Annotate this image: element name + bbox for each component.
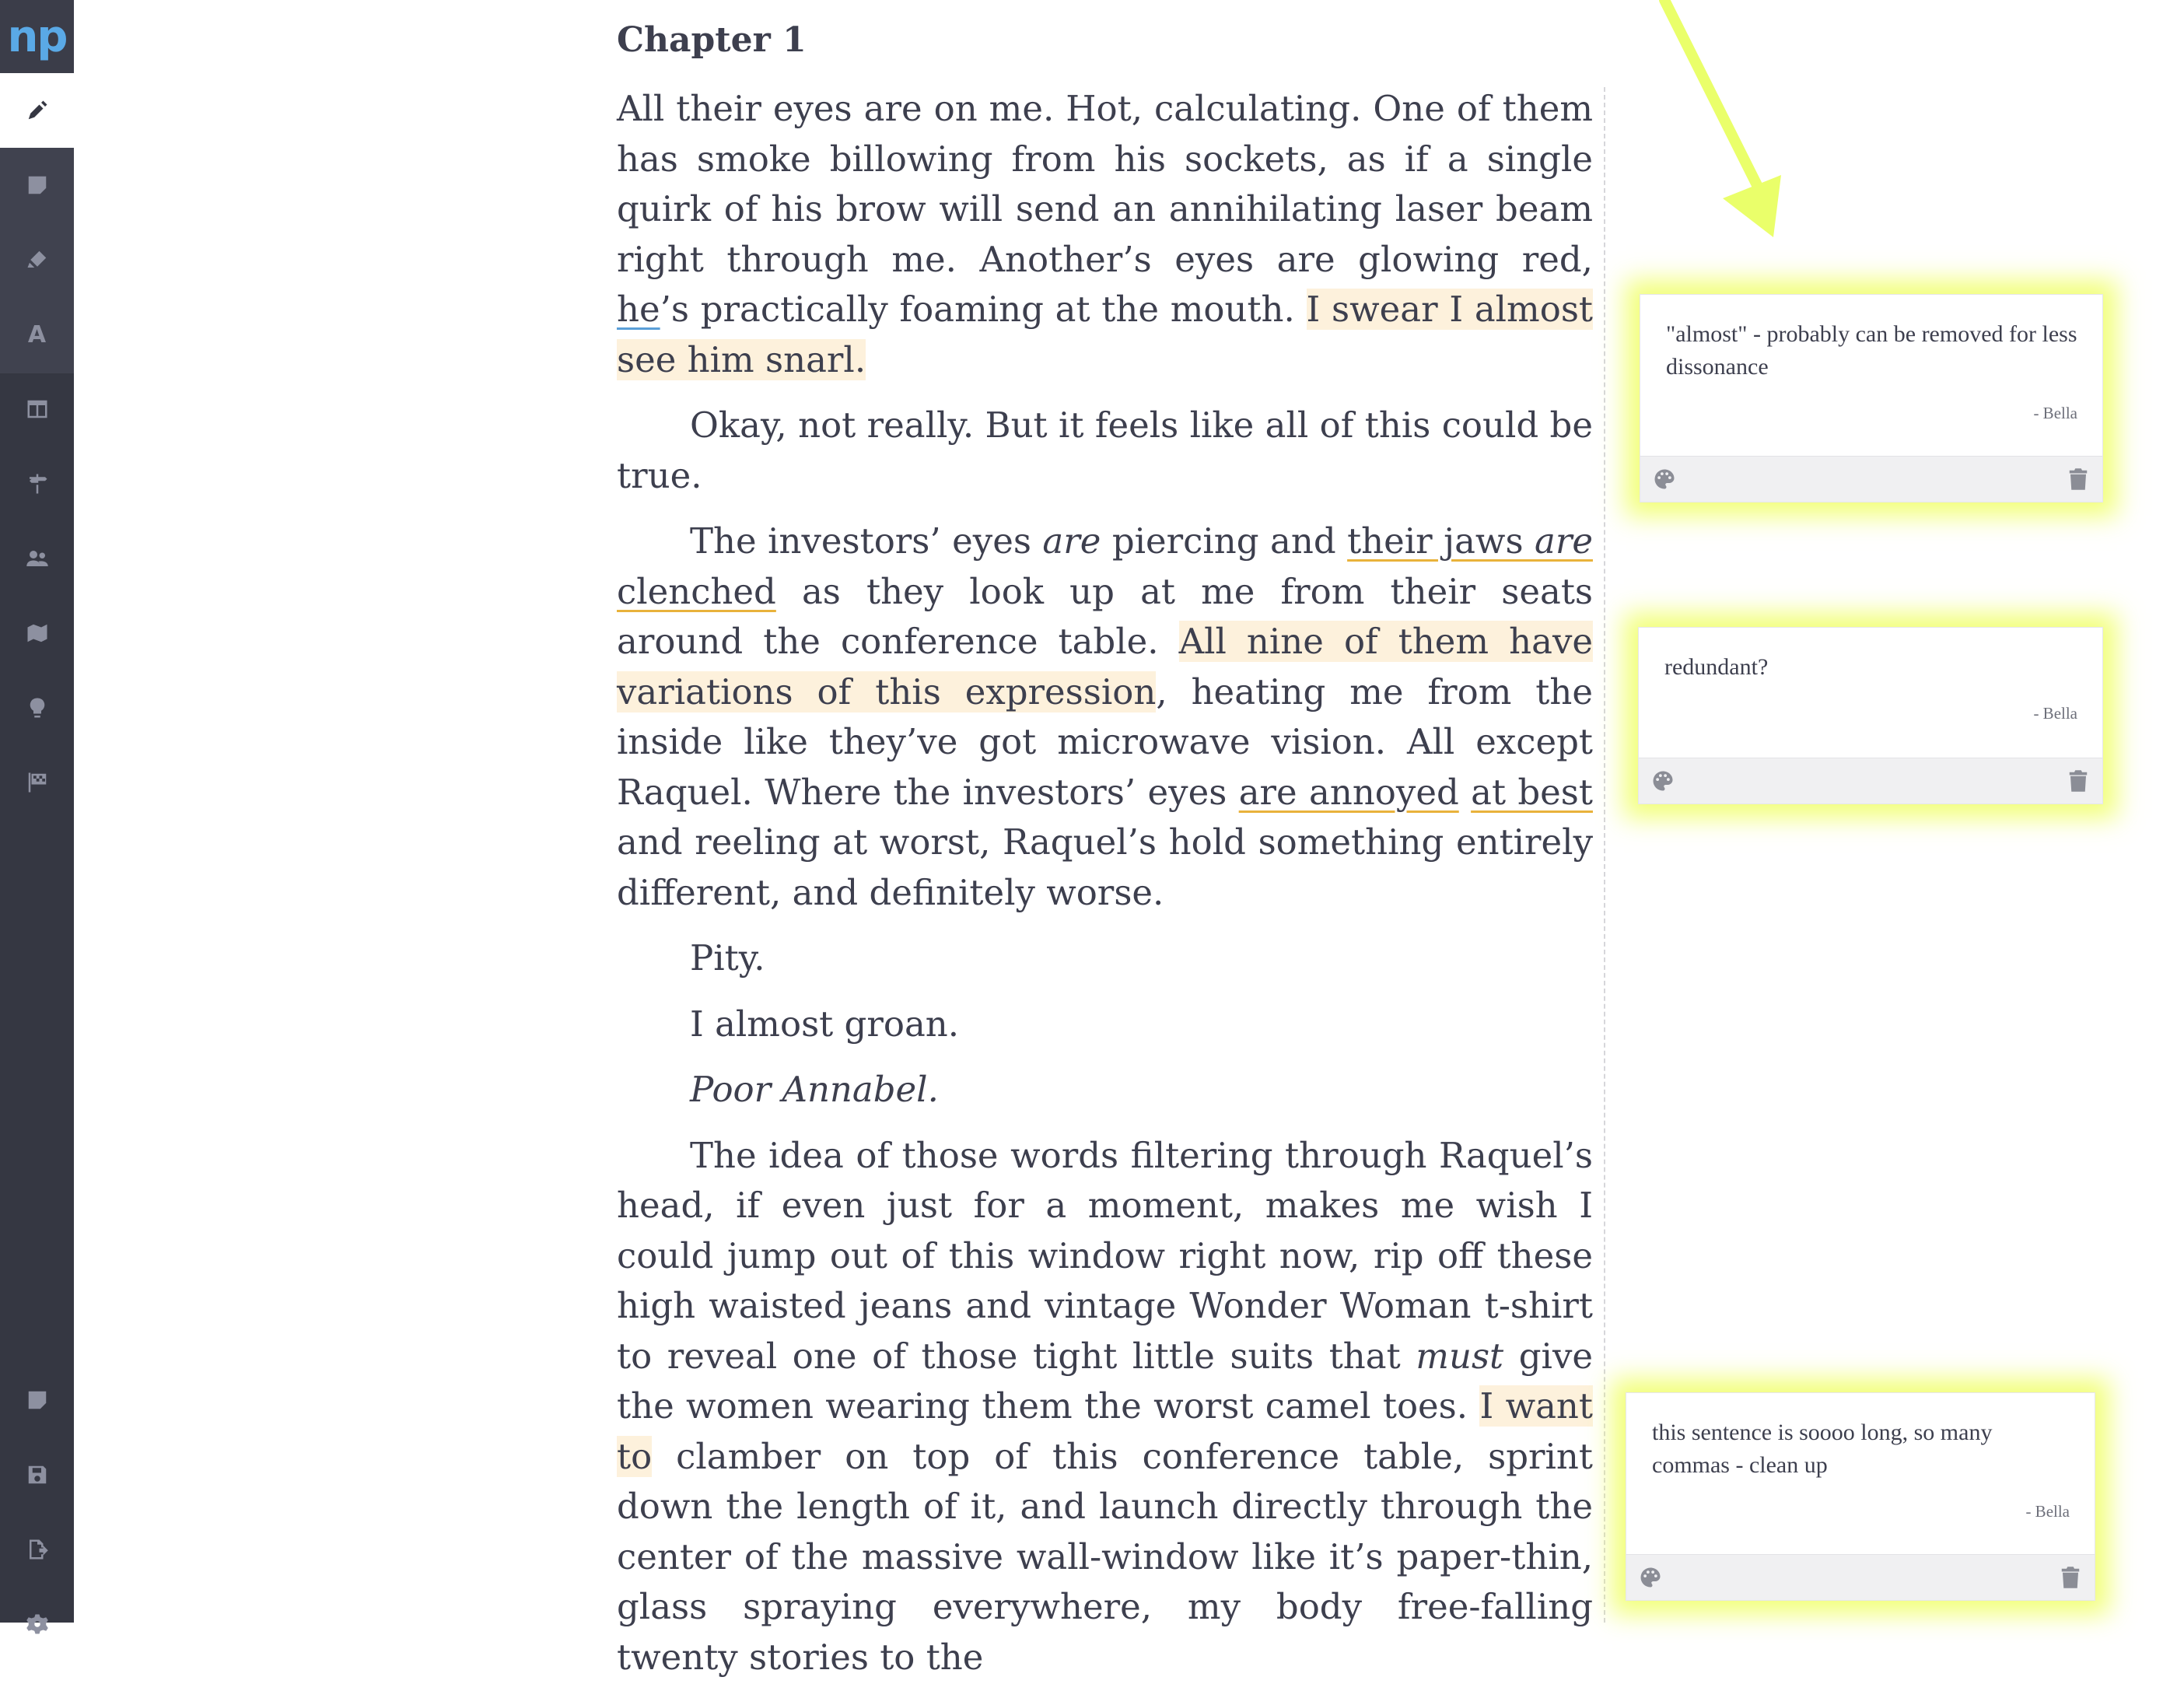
users-icon: [26, 547, 49, 570]
write-tool-button[interactable]: [0, 73, 74, 148]
layout-button[interactable]: [0, 372, 74, 446]
note-icon: [26, 1388, 49, 1412]
text-span: clenched: [617, 570, 776, 612]
text-span: and reeling at worst, Raquel’s hold something entirely different, and definitely worse.: [617, 821, 1593, 913]
highlighted-sentence[interactable]: I swear I almost see him snarl.: [617, 289, 1593, 380]
font-icon: A: [27, 320, 47, 348]
text-span: [1459, 772, 1471, 813]
paragraph-5: I almost groan.: [690, 1003, 960, 1045]
export-button[interactable]: [0, 1512, 74, 1587]
pen-nib-icon: [26, 99, 49, 122]
palette-icon[interactable]: [1651, 769, 1675, 793]
signpost-icon: [26, 472, 49, 495]
palette-icon[interactable]: [1653, 467, 1676, 491]
comment-text[interactable]: "almost" - probably can be removed for less dissonance: [1666, 321, 2077, 380]
paragraph-1: [617, 84, 1593, 385]
paragraph-2: Okay, not really. But it feels like all of this could be true.: [617, 404, 1593, 496]
ideas-button[interactable]: [0, 670, 74, 745]
logo-text: np: [7, 11, 67, 62]
underlined-phrase[interactable]: at best: [1471, 771, 1593, 813]
trash-icon[interactable]: [2068, 467, 2088, 491]
comment-card[interactable]: [1638, 627, 2103, 804]
text-span: The idea of those words filtering through Raquel’s head, if even just for a moment, makes me wish I could jump out of this window right now, rip off these high waisted jeans and vintage Wonder Woman t-shirt to reveal one of those tight little suits that: [617, 1134, 1593, 1377]
palette-icon[interactable]: [1639, 1566, 1662, 1589]
sticky-note-icon: [26, 173, 49, 197]
map-icon: [26, 621, 49, 645]
italic-text: are: [1535, 520, 1593, 562]
comment-text[interactable]: redundant?: [1664, 654, 1769, 680]
text-span: piercing and: [1101, 520, 1348, 562]
comment-author: - Bella: [2033, 404, 2077, 422]
font-tool-button[interactable]: [0, 297, 74, 372]
trash-icon[interactable]: [2060, 1566, 2081, 1589]
checkered-flag-icon: [26, 771, 49, 794]
manuscript-editor[interactable]: [617, 0, 1594, 1678]
comment-author: - Bella: [2033, 704, 2077, 723]
sidebar: [0, 0, 74, 1623]
paragraph-4: Pity.: [690, 937, 765, 979]
goals-button[interactable]: [0, 745, 74, 820]
characters-button[interactable]: [0, 521, 74, 596]
text-span: their jaws: [1347, 520, 1535, 562]
app-logo[interactable]: [0, 0, 74, 73]
highlighted-phrase[interactable]: I want to: [617, 1385, 1594, 1477]
comment-author: - Bella: [2025, 1502, 2070, 1521]
highlighter-icon: [26, 248, 49, 271]
settings-icon: [26, 1612, 49, 1636]
paragraph-3: [617, 516, 1593, 918]
text-span: The investors’ eyes: [690, 520, 1043, 562]
plot-button[interactable]: [0, 446, 74, 521]
comment-card[interactable]: [1626, 1392, 2095, 1601]
paragraph-6: [617, 1065, 1593, 1115]
comment-toolbar: [1640, 456, 2102, 502]
comment-toolbar: [1626, 1554, 2095, 1600]
export-icon: [26, 1538, 49, 1561]
lightbulb-icon: [26, 696, 49, 719]
notes-button[interactable]: [0, 1363, 74, 1437]
save-icon: [26, 1463, 49, 1486]
chapter-body[interactable]: [617, 84, 1593, 1698]
save-button[interactable]: [0, 1437, 74, 1512]
text-span: , heating me from the inside like they’ve got microwave vision. All except Raquel. Where the investors’ eyes: [617, 670, 1594, 813]
text-span: clamber on top of this conference table, sprint down the length of it, and launch directly through the center of the massive wall-window like it’s paper-thin, glass spraying everywhere, my body free-falling twenty stories to the: [617, 1435, 1593, 1678]
underlined-word[interactable]: he: [617, 289, 660, 330]
italic-text: are: [1042, 520, 1101, 562]
comment-text[interactable]: this sentence is soooo long, so many commas - clean up: [1652, 1420, 1993, 1478]
text-span: All their eyes are on me. Hot, calculating. One of them has smoke billowing from his sockets, as if a single quirk of his brow will send an annihilating laser beam right through me. Another’s eyes are glowing red,: [617, 88, 1593, 280]
chapter-title: Chapter 1: [617, 20, 807, 60]
locations-button[interactable]: [0, 596, 74, 670]
italic-text: must: [1416, 1335, 1504, 1377]
comment-card[interactable]: [1640, 294, 2103, 502]
text-span: give the women wearing them the worst camel toes.: [617, 1335, 1593, 1427]
italic-text: Poor Annabel.: [690, 1069, 939, 1110]
comment-toolbar: [1639, 758, 2102, 803]
settings-button[interactable]: [0, 1587, 74, 1661]
sticky-note-tool-button[interactable]: [0, 148, 74, 222]
text-span: ’s practically foaming at the mouth.: [660, 289, 1307, 330]
text-span: as they look up at me from their seats around the conference table.: [617, 570, 1593, 662]
paragraph-7: [617, 1131, 1593, 1683]
comment-gutter-divider: [1604, 87, 1605, 1623]
underlined-phrase[interactable]: are annoyed: [1238, 771, 1459, 813]
annotation-arrow: [1633, 0, 1789, 249]
trash-icon[interactable]: [2068, 769, 2088, 793]
highlighter-tool-button[interactable]: [0, 222, 74, 297]
highlighted-phrase[interactable]: All nine of them have variations of this expression: [617, 621, 1593, 712]
layout-icon: [26, 397, 49, 421]
